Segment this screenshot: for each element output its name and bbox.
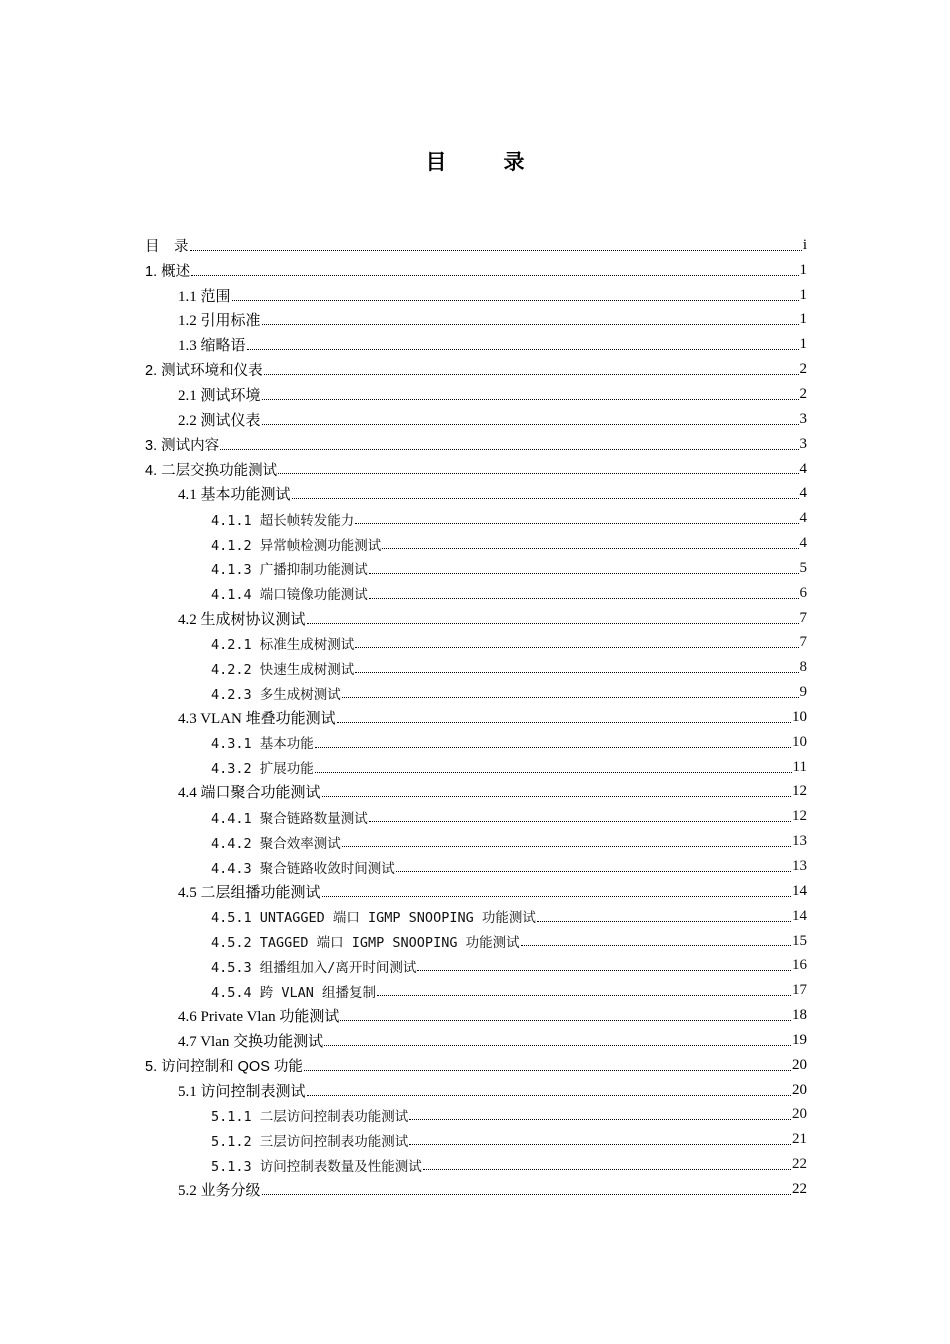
toc-entry-label: 2.1 测试环境 [178,387,261,404]
toc-entry-label: 4.5.4 跨 VLAN 组播复制 [211,984,377,1001]
toc-entry[interactable] [0,929,950,954]
toc-page-number: 4 [799,485,807,502]
toc-entry[interactable] [0,407,950,432]
toc-page-number: 3 [799,410,807,427]
toc-entry[interactable] [0,854,950,879]
toc-entry-label: 4.2.3 多生成树测试 [211,686,341,703]
table-of-contents [0,233,950,1202]
toc-entry-label: 4.2.1 标准生成树测试 [211,636,355,653]
dot-leader [409,1143,791,1145]
toc-entry[interactable] [0,1028,950,1053]
toc-entry-label: 4.4 端口聚合功能测试 [178,785,321,802]
toc-page-number: 1 [799,261,807,278]
toc-page-number: 7 [799,634,807,651]
toc-entry-label: 5.1 访问控制表测试 [178,1083,306,1100]
dot-leader [324,1044,791,1046]
toc-entry[interactable] [0,233,950,258]
toc-page-number: 15 [792,932,807,949]
toc-entry-label: 4.6 Private Vlan 功能测试 [178,1009,340,1026]
dot-leader [191,274,798,276]
toc-entry-label: 4.3 VLAN 堆叠功能测试 [178,710,336,727]
toc-entry-label: 2. 测试环境和仪表 [145,363,263,380]
toc-entry[interactable] [0,680,950,705]
toc-entry-label: 4.1 基本功能测试 [178,487,291,504]
dot-leader [322,895,791,897]
toc-page-number: 14 [792,882,807,899]
toc-page-number: 3 [799,435,807,452]
toc-page-number: 7 [799,609,807,626]
toc-entry[interactable] [0,1127,950,1152]
toc-entry[interactable] [0,432,950,457]
dot-leader [262,1193,791,1195]
toc-page-number: 13 [792,858,807,875]
toc-page-number: 13 [792,833,807,850]
toc-entry[interactable] [0,1053,950,1078]
dot-leader [342,696,799,698]
toc-entry-label: 4.2 生成树协议测试 [178,611,306,628]
toc-entry-label: 1.3 缩略语 [178,338,246,355]
toc-page-number: 10 [792,708,807,725]
toc-entry-label: 4.1.3 广播抑制功能测试 [211,562,368,579]
toc-page-number: 4 [799,460,807,477]
toc-entry[interactable] [0,1078,950,1103]
toc-entry-label: 5. 访问控制和 QOS 功能 [145,1058,303,1075]
toc-entry-label: 4.1.4 端口镜像功能测试 [211,587,368,604]
dot-leader [247,348,799,350]
dot-leader [190,249,802,251]
dot-leader [355,522,798,524]
dot-leader [307,1094,791,1096]
dot-leader [417,969,791,971]
toc-entry[interactable] [0,531,950,556]
toc-page-number: 21 [792,1131,807,1148]
toc-entry[interactable] [0,879,950,904]
toc-entry[interactable] [0,705,950,730]
toc-entry[interactable] [0,1103,950,1128]
toc-page-number: 11 [792,758,807,775]
toc-entry[interactable] [0,382,950,407]
toc-page-number: 6 [799,584,807,601]
toc-page-number: 14 [792,907,807,924]
toc-entry[interactable] [0,780,950,805]
dot-leader [396,870,791,872]
toc-page-number: 12 [792,783,807,800]
toc-entry-label: 5.1.1 二层访问控制表功能测试 [211,1108,409,1125]
toc-entry[interactable] [0,556,950,581]
dot-leader [322,795,791,797]
toc-entry-label: 1.1 范围 [178,288,231,305]
dot-leader [315,771,792,773]
toc-entry-label: 5.1.2 三层访问控制表功能测试 [211,1133,409,1150]
toc-entry[interactable] [0,755,950,780]
dot-leader [355,646,798,648]
toc-page-number: 22 [792,1180,807,1197]
dot-leader [340,1019,791,1021]
toc-entry[interactable] [0,804,950,829]
toc-page-number: 19 [792,1031,807,1048]
toc-entry[interactable] [0,631,950,656]
toc-entry[interactable] [0,829,950,854]
toc-entry[interactable] [0,1152,950,1177]
toc-entry[interactable] [0,606,950,631]
toc-page-number: 18 [792,1007,807,1024]
dot-leader [232,299,799,301]
toc-entry[interactable] [0,457,950,482]
toc-entry[interactable] [0,258,950,283]
dot-leader [278,472,798,474]
toc-entry-label: 4.4.1 聚合链路数量测试 [211,810,368,827]
toc-page-number: 9 [799,684,807,701]
toc-page-number: 10 [792,733,807,750]
toc-page-number: 1 [799,286,807,303]
toc-page-number: 17 [792,982,807,999]
toc-entry-label: 4.5.3 组播组加入/离开时间测试 [211,959,417,976]
toc-page-number: 12 [792,808,807,825]
page-title: 目 录 [425,150,543,174]
dot-leader [377,994,791,996]
dot-leader [220,448,798,450]
toc-entry[interactable] [0,283,950,308]
toc-page-number: 2 [799,361,807,378]
dot-leader [342,845,791,847]
toc-page-number: 20 [792,1081,807,1098]
toc-entry-label: 4.2.2 快速生成树测试 [211,661,355,678]
toc-entry[interactable] [0,1003,950,1028]
dot-leader [262,398,799,400]
toc-page-number: 4 [799,535,807,552]
toc-entry-label: 4.4.3 聚合链路收敛时间测试 [211,860,395,877]
toc-entry[interactable] [0,506,950,531]
dot-leader [409,1118,791,1120]
toc-entry[interactable] [0,481,950,506]
toc-entry-label: 4.7 Vlan 交换功能测试 [178,1033,324,1050]
dot-leader [423,1168,791,1170]
toc-entry-label: 4.5 二层组播功能测试 [178,884,321,901]
dot-leader [369,572,799,574]
toc-entry[interactable] [0,953,950,978]
toc-entry[interactable] [0,308,950,333]
toc-entry-label: 4.3.1 基本功能 [211,736,314,753]
toc-entry-label: 1. 概述 [145,263,191,280]
toc-page-number: 2 [799,385,807,402]
toc-page-number: i [802,236,807,253]
toc-entry[interactable] [0,357,950,382]
toc-entry-label: 4.1.1 超长帧转发能力 [211,512,355,529]
dot-leader [521,944,791,946]
dot-leader [264,373,799,375]
toc-entry[interactable] [0,655,950,680]
toc-entry[interactable] [0,1177,950,1202]
toc-entry-label: 5.2 业务分级 [178,1182,261,1199]
toc-entry[interactable] [0,904,950,929]
dot-leader [355,671,798,673]
dot-leader [537,920,791,922]
dot-leader [292,497,799,499]
dot-leader [262,323,799,325]
dot-leader [382,547,798,549]
toc-page-number: 1 [799,311,807,328]
toc-page-number: 20 [792,1056,807,1073]
toc-entry[interactable] [0,730,950,755]
dot-leader [369,597,799,599]
toc-entry-label: 1.2 引用标准 [178,313,261,330]
toc-entry-label: 4.1.2 异常帧检测功能测试 [211,537,382,554]
toc-page-number: 16 [792,957,807,974]
dot-leader [304,1069,791,1071]
toc-entry-label: 2.2 测试仪表 [178,412,261,429]
toc-page-number: 22 [792,1156,807,1173]
dot-leader [369,820,791,822]
toc-entry-label: 4.5.1 UNTAGGED 端口 IGMP SNOOPING 功能测试 [211,910,536,927]
toc-page-number: 8 [799,659,807,676]
dot-leader [315,746,791,748]
dot-leader [307,622,799,624]
toc-entry-label: 目 录 [145,238,189,255]
toc-entry[interactable] [0,978,950,1003]
toc-entry[interactable] [0,581,950,606]
dot-leader [262,423,799,425]
toc-page-number: 5 [799,559,807,576]
toc-entry-label: 4.3.2 扩展功能 [211,761,314,778]
toc-entry-label: 4.5.2 TAGGED 端口 IGMP SNOOPING 功能测试 [211,935,520,952]
toc-page-number: 20 [792,1106,807,1123]
toc-page-number: 1 [799,336,807,353]
toc-entry-label: 3. 测试内容 [145,437,220,454]
toc-entry-label: 5.1.3 访问控制表数量及性能测试 [211,1158,422,1175]
toc-page-number: 4 [799,510,807,527]
toc-entry-label: 4. 二层交换功能测试 [145,462,278,479]
dot-leader [337,721,791,723]
toc-entry-label: 4.4.2 聚合效率测试 [211,835,341,852]
toc-entry[interactable] [0,332,950,357]
